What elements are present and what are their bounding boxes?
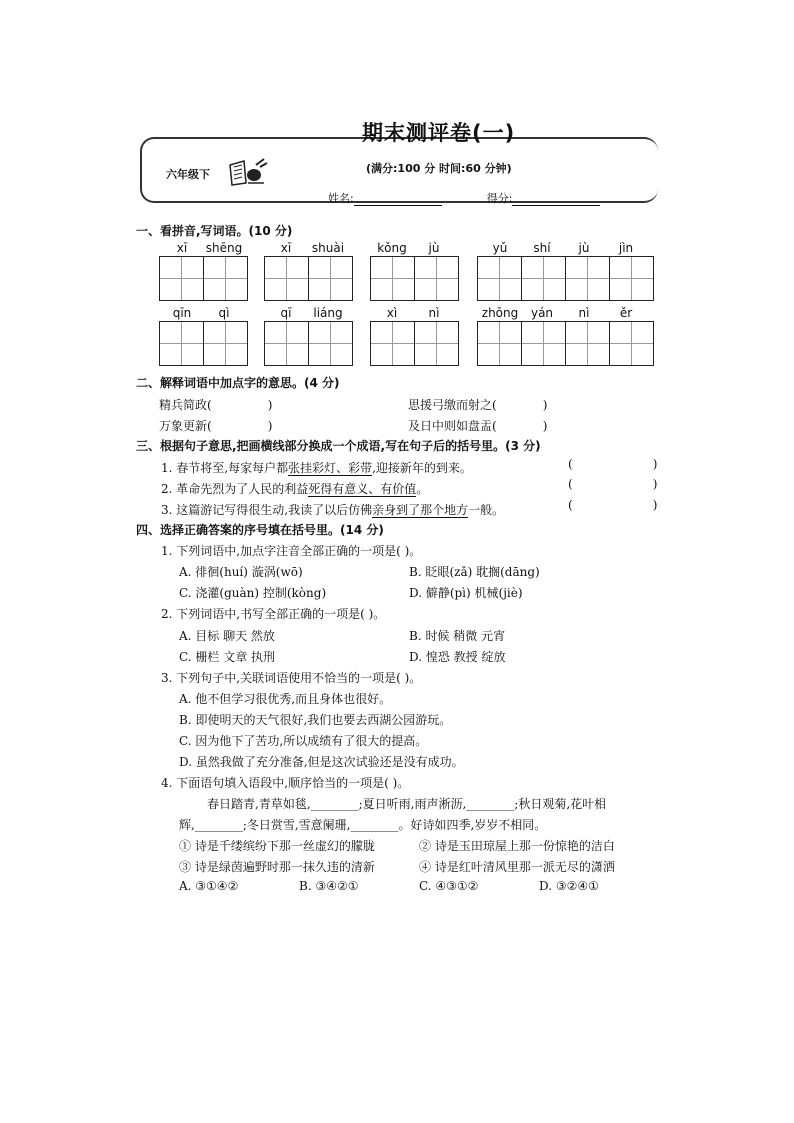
exam-info: (满分:100 分 时间:60 分钟): [366, 162, 512, 175]
grade-label: 六年级下: [166, 168, 210, 181]
pinyin: liáng: [313, 306, 343, 320]
term-item: 思援弓缴而射之( ): [408, 398, 548, 412]
pinyin: qī: [280, 306, 292, 320]
option-a[interactable]: A. 他不但学习很优秀,而且身体也很好。: [179, 692, 392, 706]
sentence-option: ④ 诗是红叶清风里那一派无尽的潇洒: [419, 860, 615, 874]
pinyin: xī: [176, 241, 188, 255]
option-c[interactable]: C. 浇灌(guàn) 控制(kòng): [179, 586, 327, 600]
option-a[interactable]: A. 徘徊(huí) 漩涡(wō): [179, 565, 303, 579]
pinyin: shí: [533, 241, 551, 255]
section2-heading: 二、解释词语中加点字的意思。(4 分): [136, 376, 340, 390]
pinyin: xī: [280, 241, 292, 255]
question-stem: 2. 下列词语中,书写全部正确的一项是( )。: [161, 607, 386, 621]
pinyin: qì: [218, 306, 230, 320]
question-stem: 4. 下面语句填入语段中,顺序恰当的一项是( )。: [161, 776, 410, 790]
option-d[interactable]: D. 惶恐 教授 绽放: [409, 650, 506, 664]
option-d[interactable]: D. 虽然我做了充分准备,但是这次试验还是没有成功。: [179, 755, 464, 769]
pinyin: nì: [578, 306, 590, 320]
option-d[interactable]: D. ③②④①: [539, 879, 599, 893]
pinyin: jù: [428, 241, 440, 255]
option-a[interactable]: A. 目标 聊天 然放: [179, 629, 275, 643]
sentence-item: 3. 这篇游记写得很生动,我读了以后仿佛亲身到了那个地方一般。: [161, 503, 505, 517]
pinyin: ěr: [619, 306, 633, 320]
term-item: 万象更新( ): [159, 419, 273, 433]
question-stem: 1. 下列词语中,加点字注音全部正确的一项是( )。: [161, 544, 422, 558]
writing-grid[interactable]: [370, 256, 458, 300]
sentence-option: ① 诗是千缕缤纷下那一丝虚幻的朦胧: [179, 839, 375, 853]
pinyin: kǒng: [377, 241, 407, 255]
section4-heading: 四、选择正确答案的序号填在括号里。(14 分): [136, 523, 384, 537]
option-c[interactable]: C. 因为他下了苦功,所以成绩有了很大的提高。: [179, 734, 428, 748]
option-b[interactable]: B. 即使明天的天气很好,我们也要去西湖公园游玩。: [179, 713, 452, 727]
pinyin: nì: [428, 306, 440, 320]
pinyin: qīn: [172, 306, 192, 320]
pinyin: jù: [578, 241, 590, 255]
book-reading-icon: [226, 157, 268, 187]
sentence-option: ③ 诗是绿茵遍野时那一抹久违的清新: [179, 860, 375, 874]
pinyin: yǔ: [492, 241, 508, 255]
term-item: 精兵简政( ): [159, 398, 273, 412]
score-field[interactable]: [512, 193, 600, 206]
pinyin: shēng: [205, 241, 243, 255]
writing-grid[interactable]: [264, 321, 352, 365]
pinyin: zhōng: [481, 306, 519, 320]
answer-bracket[interactable]: ( ): [568, 498, 658, 512]
name-score-row: [328, 190, 600, 206]
sentence-option: ② 诗是玉田琼屋上那一份惊艳的洁白: [419, 839, 615, 853]
section3-heading: 三、根据句子意思,把画横线部分换成一个成语,写在句子后的括号里。(3 分): [136, 439, 541, 453]
page-title: 期末测评卷(一): [362, 121, 516, 145]
sentence-item: 1. 春节将至,每家每户都张挂彩灯、彩带,迎接新年的到来。: [161, 461, 472, 475]
option-c[interactable]: C. ④③①②: [419, 879, 479, 893]
answer-bracket[interactable]: ( ): [568, 457, 658, 471]
option-b[interactable]: B. 时候 稍微 元宵: [409, 629, 506, 643]
writing-grid[interactable]: [264, 256, 352, 300]
writing-grid[interactable]: [477, 321, 653, 365]
option-c[interactable]: C. 栅栏 文章 执刑: [179, 650, 276, 664]
option-d[interactable]: D. 僻静(pì) 机械(jiè): [409, 586, 523, 600]
answer-bracket[interactable]: ( ): [568, 477, 658, 491]
score-label: 得分:: [486, 192, 513, 205]
name-field[interactable]: [354, 193, 442, 206]
option-a[interactable]: A. ③①④②: [179, 879, 239, 893]
pinyin: jìn: [618, 241, 634, 255]
sentence-item: 2. 革命先烈为了人民的利益死得有意义、有价值。: [161, 482, 429, 496]
writing-grid[interactable]: [159, 256, 247, 300]
question-stem: 3. 下列句子中,关联词语使用不恰当的一项是( )。: [161, 671, 422, 685]
term-item: 及日中则如盘盂( ): [408, 419, 548, 433]
passage-line: 春日踏青,青草如毯,________;夏日听雨,雨声淅沥,________;秋日观菊,花叶相: [207, 797, 607, 811]
pinyin: yán: [530, 306, 554, 320]
pinyin: shuài: [311, 241, 345, 255]
writing-grid[interactable]: [477, 256, 653, 300]
option-b[interactable]: B. ③④②①: [299, 879, 359, 893]
writing-grid[interactable]: [370, 321, 458, 365]
section1-heading: 一、看拼音,写词语。(10 分): [136, 224, 293, 238]
option-b[interactable]: B. 眨眼(zǎ) 耽搁(dāng): [409, 565, 540, 579]
writing-grid[interactable]: [159, 321, 247, 365]
pinyin: xì: [386, 306, 398, 320]
passage-line: 辉,________;冬日赏雪,雪意阑珊,________。好诗如四季,岁岁不相同。: [179, 818, 547, 832]
name-label: 姓名:: [328, 192, 354, 205]
